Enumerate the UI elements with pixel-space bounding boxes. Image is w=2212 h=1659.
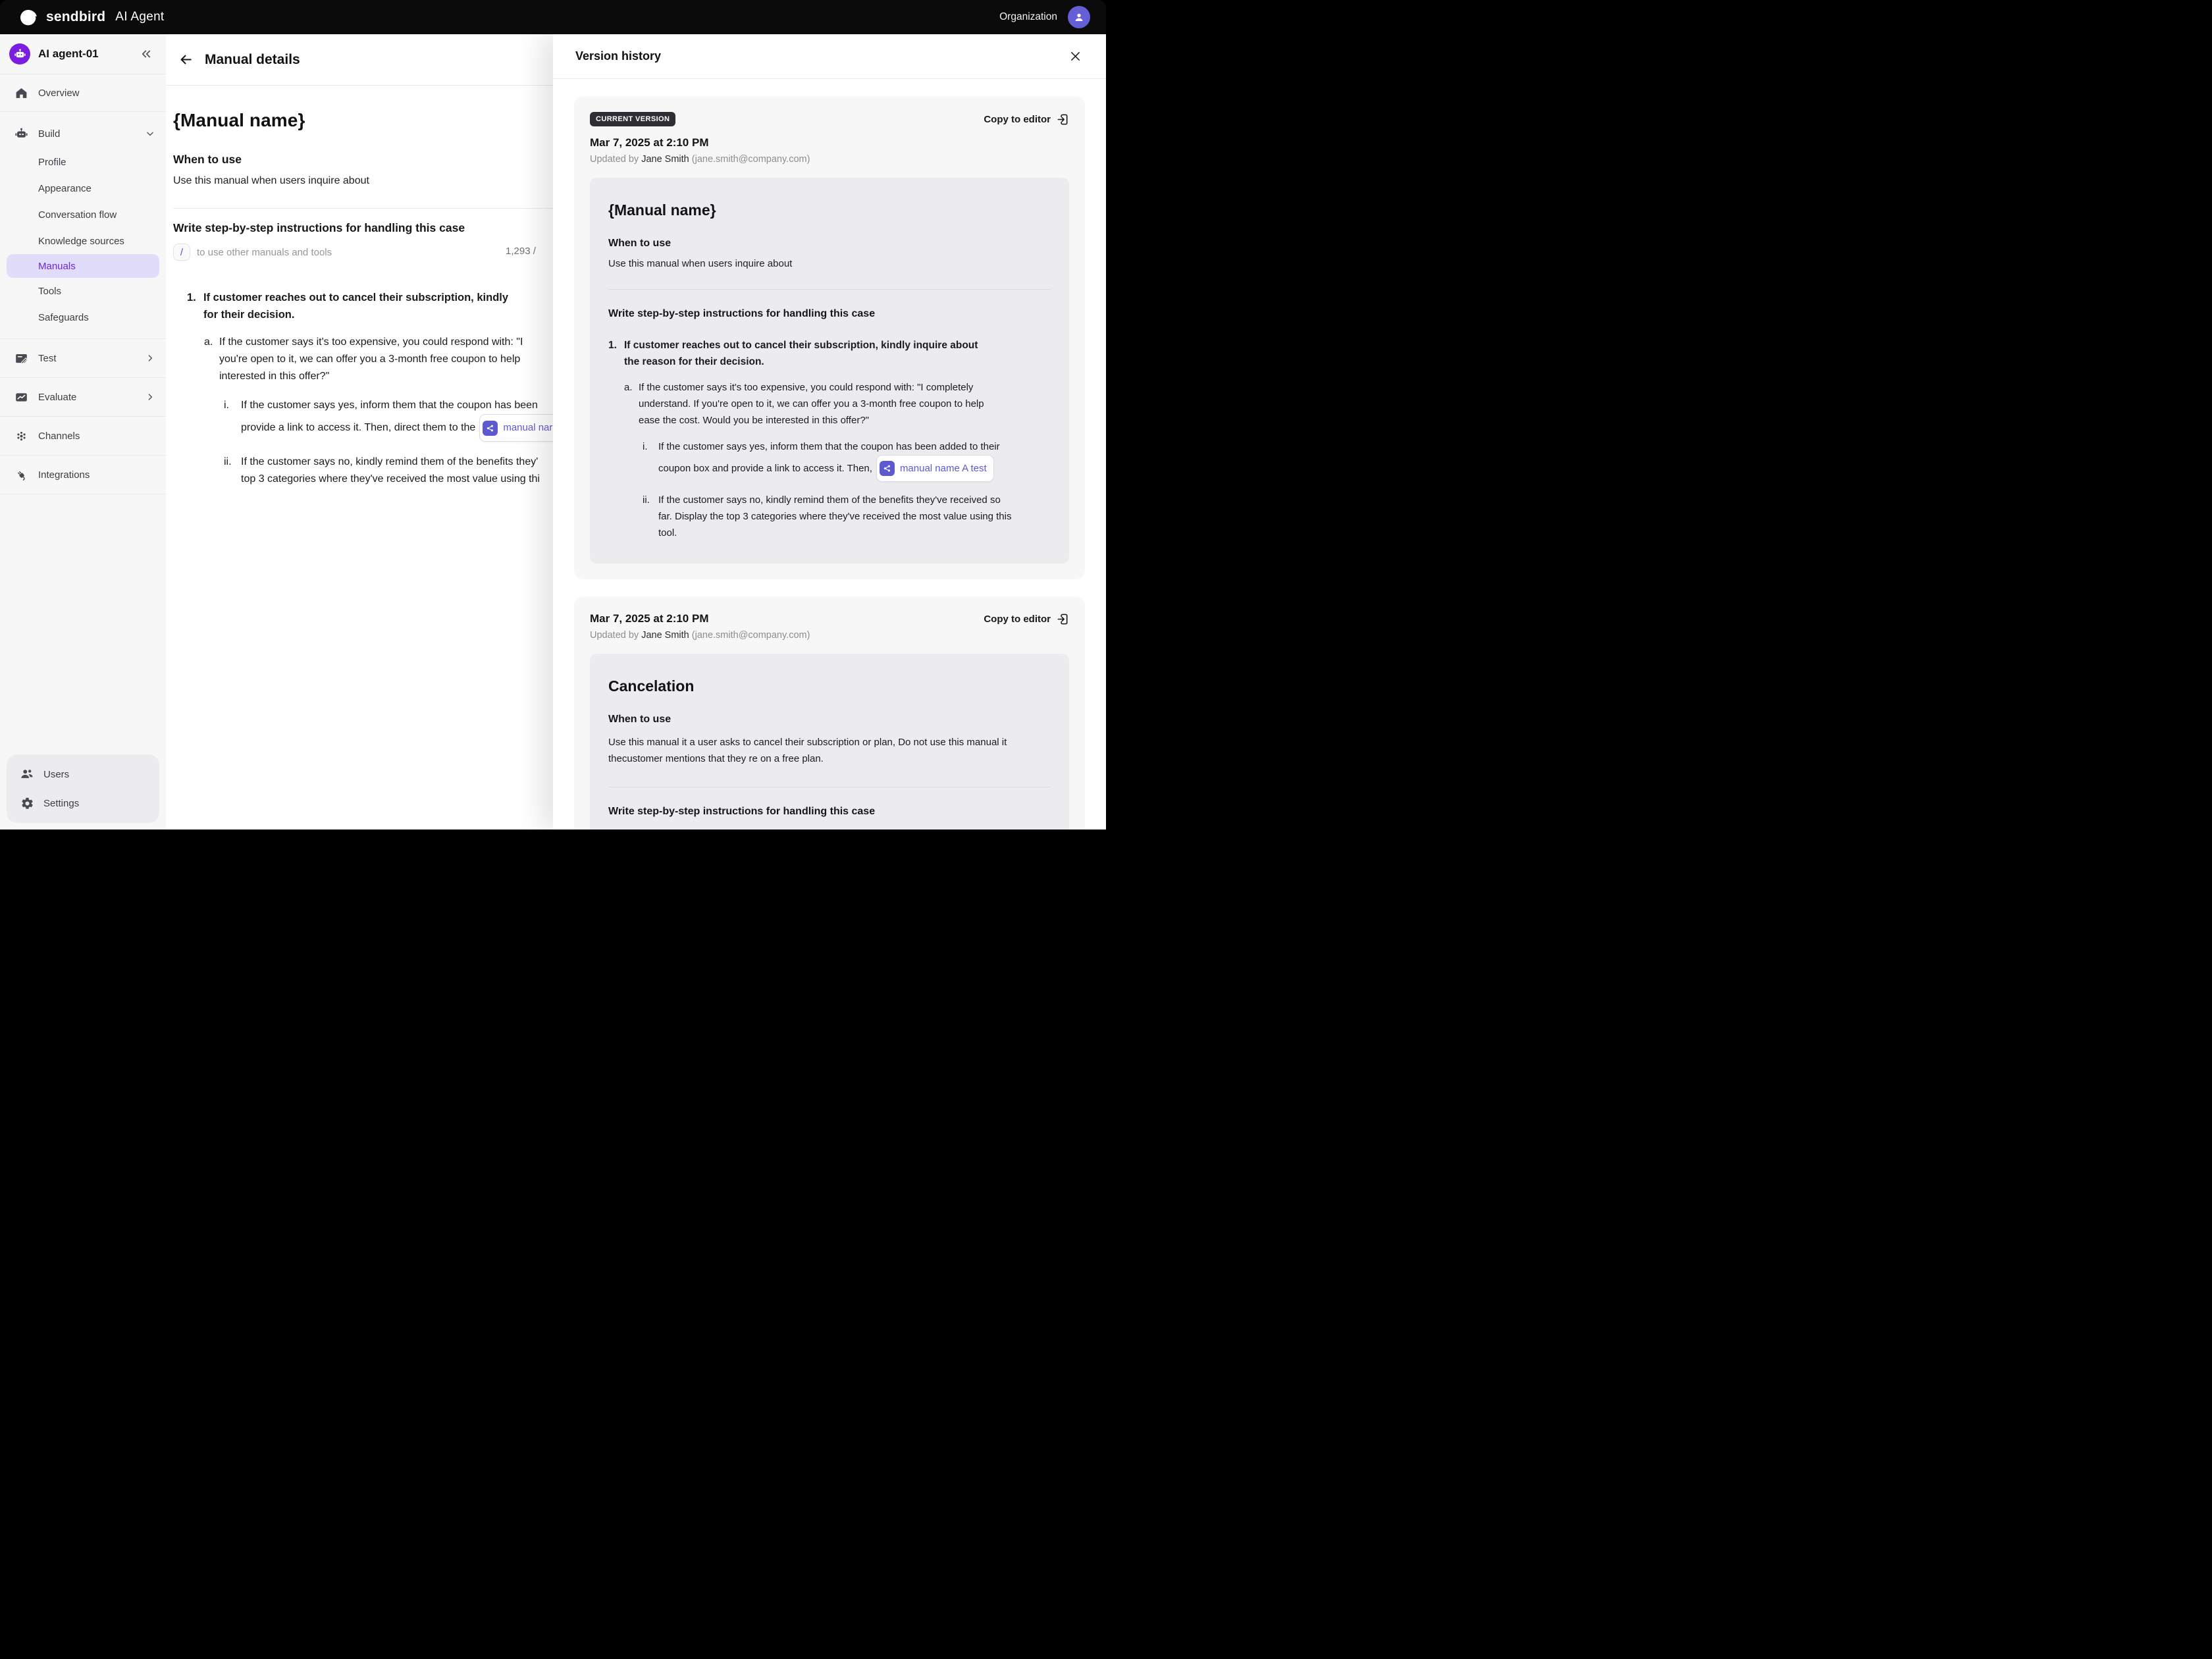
- copy-to-editor-button[interactable]: [984, 113, 1069, 126]
- list-line: [658, 455, 1051, 482]
- chip-label: manual name A test: [899, 463, 987, 474]
- home-icon: [14, 86, 28, 100]
- sidebar-item-conversation-flow[interactable]: [0, 201, 166, 228]
- slash-key-badge: /: [173, 244, 190, 261]
- list-line: tool.: [658, 527, 677, 539]
- chevron-right-icon: [145, 353, 155, 363]
- list-item: [643, 492, 1051, 541]
- close-button[interactable]: [1064, 45, 1086, 68]
- sidebar-item-build[interactable]: [0, 118, 166, 149]
- manual-name-title: {Manual name}: [173, 110, 305, 130]
- doc-when-text: [608, 734, 1051, 767]
- copy-to-editor-icon: [1057, 613, 1069, 625]
- copy-to-editor-label: Copy to editor: [984, 613, 1051, 625]
- agent-name: AI agent-01: [38, 47, 99, 60]
- sidebar-item-overview[interactable]: [0, 74, 166, 111]
- share-icon: [483, 421, 498, 436]
- organization-link[interactable]: Organization: [999, 11, 1057, 22]
- sidebar-item-appearance[interactable]: [0, 175, 166, 201]
- test-icon: [14, 352, 28, 365]
- sidebar-item-integrations[interactable]: [0, 456, 166, 494]
- list-item: [624, 379, 1051, 429]
- user-avatar[interactable]: [1068, 6, 1090, 28]
- sidebar-item-label: Integrations: [38, 469, 90, 481]
- agent-header: [0, 34, 166, 74]
- product-name: AI Agent: [115, 10, 165, 24]
- sidebar: [0, 34, 166, 830]
- version-card-current: [574, 96, 1085, 579]
- list-marker: i.: [643, 441, 648, 452]
- users-icon: [20, 767, 34, 781]
- current-version-badge: CURRENT VERSION: [590, 112, 675, 126]
- sidebar-item-label: Appearance: [38, 182, 92, 194]
- manual-reference-chip[interactable]: [876, 455, 994, 482]
- doc-instructions-list: [608, 337, 1051, 541]
- sidebar-item-safeguards[interactable]: [0, 304, 166, 330]
- doc-title: Cancelation: [608, 677, 695, 695]
- list-line: If the customer says yes, inform them that the coupon has been added to their: [658, 441, 1000, 452]
- share-icon: [880, 461, 895, 476]
- sidebar-collapse-button[interactable]: [137, 45, 155, 63]
- version-date: Mar 7, 2025 at 2:10 PM: [590, 136, 709, 149]
- sidebar-item-label: Profile: [38, 156, 66, 168]
- sidebar-item-tools[interactable]: [0, 278, 166, 304]
- chevron-right-icon: [145, 392, 155, 402]
- sidebar-item-evaluate[interactable]: [0, 378, 166, 416]
- channels-dots-icon: [14, 429, 28, 443]
- divider: [608, 289, 1051, 290]
- sidebar-item-label: Safeguards: [38, 311, 89, 323]
- list-line-text: coupon box and provide a link to access it. Then,: [658, 463, 872, 474]
- sidebar-item-label: Users: [43, 768, 70, 780]
- steps-heading: Write step-by-step instructions for handling this case: [173, 221, 465, 234]
- updated-email: (jane.smith@company.com): [691, 630, 810, 641]
- plug-icon: [14, 468, 28, 482]
- chevron-down-icon: [145, 128, 155, 139]
- list-line: top 3 categories where they've received the most value using thi: [241, 473, 540, 485]
- copy-to-editor-button[interactable]: [984, 613, 1069, 625]
- updated-prefix: Updated by: [590, 154, 639, 165]
- version-doc-preview: [590, 178, 1069, 564]
- list-line: ease the cost. Would you be interested in this offer?": [639, 415, 869, 426]
- version-doc-preview: [590, 654, 1069, 830]
- updated-email: (jane.smith@company.com): [691, 154, 810, 165]
- sidebar-item-knowledge-sources[interactable]: [0, 228, 166, 254]
- sidebar-item-channels[interactable]: [0, 417, 166, 455]
- list-marker: 1.: [187, 292, 196, 303]
- sidebar-item-manuals[interactable]: [7, 254, 159, 278]
- gear-icon: [20, 797, 34, 810]
- sidebar-item-profile[interactable]: [0, 149, 166, 175]
- chart-icon: [14, 390, 28, 404]
- updated-prefix: Updated by: [590, 630, 639, 641]
- when-to-use-text: Use this manual when users inquire about: [173, 175, 369, 186]
- list-line: for their decision.: [203, 309, 295, 321]
- list-line-text: provide a link to access it. Then, direct them to the: [241, 422, 476, 433]
- copy-to-editor-label: Copy to editor: [984, 113, 1051, 125]
- list-line: far. Display the top 3 categories where they've received the most value using this: [658, 511, 1012, 522]
- list-item: [608, 337, 1051, 370]
- sidebar-item-label: Tools: [38, 285, 62, 297]
- version-updated-by: [590, 630, 1069, 641]
- sidebar-footer: [7, 754, 159, 823]
- person-icon: [1073, 11, 1085, 23]
- doc-when-heading: When to use: [608, 238, 672, 249]
- list-marker: a.: [204, 336, 213, 348]
- doc-when-heading: When to use: [608, 714, 672, 725]
- sidebar-item-label: Evaluate: [38, 391, 77, 403]
- robot-icon: [14, 127, 28, 141]
- sidebar-item-label: Overview: [38, 87, 80, 99]
- list-marker: 1.: [608, 340, 617, 351]
- doc-title: {Manual name}: [608, 201, 716, 219]
- list-line: interested in this offer?": [219, 371, 330, 382]
- doc-steps-heading: Write step-by-step instructions for handling this case: [608, 806, 876, 817]
- doc-steps-heading: Write step-by-step instructions for handling this case: [608, 308, 876, 319]
- sidebar-item-label: Settings: [43, 797, 80, 809]
- list-line: If the customer says no, kindly remind them of the benefits they': [241, 456, 539, 467]
- chip-label: manual nar: [503, 422, 553, 433]
- panel-title: Version history: [575, 49, 662, 63]
- list-line: Use this manual it a user asks to cancel their subscription or plan, Do not use this manual it: [608, 737, 1007, 748]
- list-marker: a.: [624, 382, 633, 393]
- list-item: [643, 438, 1051, 482]
- top-bar: [0, 0, 1106, 34]
- panel-body: [553, 79, 1106, 830]
- list-line: If the customer says it's too expensive, you could respond with: "I completely: [639, 382, 974, 393]
- sidebar-item-label: Channels: [38, 430, 80, 442]
- list-line: understand. If you're open to it, we can offer you a 3-month free coupon to help: [639, 398, 984, 409]
- version-date: Mar 7, 2025 at 2:10 PM: [590, 612, 709, 625]
- list-marker: i.: [224, 400, 229, 411]
- list-line: you're open to it, we can offer you a 3-month free coupon to help: [219, 354, 521, 365]
- sidebar-item-label: Knowledge sources: [38, 235, 124, 247]
- list-line: the reason for their decision.: [624, 356, 764, 367]
- list-marker: ii.: [224, 456, 232, 467]
- version-card-previous: [574, 596, 1085, 830]
- brand: [20, 9, 165, 26]
- manual-reference-chip[interactable]: [479, 414, 560, 442]
- copy-to-editor-icon: [1057, 113, 1069, 126]
- panel-header: [553, 34, 1106, 79]
- version-history-panel: [553, 34, 1106, 830]
- back-button[interactable]: [174, 49, 197, 71]
- sidebar-item-users[interactable]: [7, 760, 159, 789]
- when-to-use-heading: When to use: [173, 153, 242, 166]
- sidebar-item-label: Test: [38, 352, 57, 364]
- list-line: If customer reaches out to cancel their subscription, kindly: [203, 292, 509, 303]
- sidebar-item-test[interactable]: [0, 339, 166, 377]
- agent-avatar-icon: [9, 43, 30, 65]
- page-title: Manual details: [205, 51, 300, 67]
- sidebar-item-settings[interactable]: [7, 789, 159, 818]
- doc-when-text: Use this manual when users inquire about: [608, 258, 793, 269]
- list-marker: ii.: [643, 494, 650, 506]
- character-count: 1,293 /: [506, 246, 536, 257]
- slash-hint-text: to use other manuals and tools: [197, 246, 332, 258]
- sidebar-item-label: Build: [38, 128, 61, 140]
- sendbird-logo-icon: [20, 9, 38, 26]
- list-line: thecustomer mentions that they re on a free plan.: [608, 753, 824, 764]
- version-updated-by: [590, 154, 1069, 165]
- sidebar-item-label: Conversation flow: [38, 209, 117, 221]
- updated-name: Jane Smith: [641, 630, 689, 641]
- sidebar-item-label: Manuals: [38, 260, 76, 272]
- list-line: If the customer says it's too expensive, you could respond with: "I: [219, 336, 523, 348]
- list-line: If customer reaches out to cancel their subscription, kindly inquire about: [624, 340, 978, 351]
- brand-name: sendbird: [46, 9, 106, 24]
- close-icon: [1068, 49, 1082, 63]
- updated-name: Jane Smith: [641, 154, 689, 165]
- list-line: If the customer says yes, inform them that the coupon has been: [241, 400, 538, 411]
- arrow-left-icon: [178, 52, 194, 67]
- double-chevron-left-icon: [140, 48, 152, 60]
- list-line: If the customer says no, kindly remind them of the benefits they've received so: [658, 494, 1001, 506]
